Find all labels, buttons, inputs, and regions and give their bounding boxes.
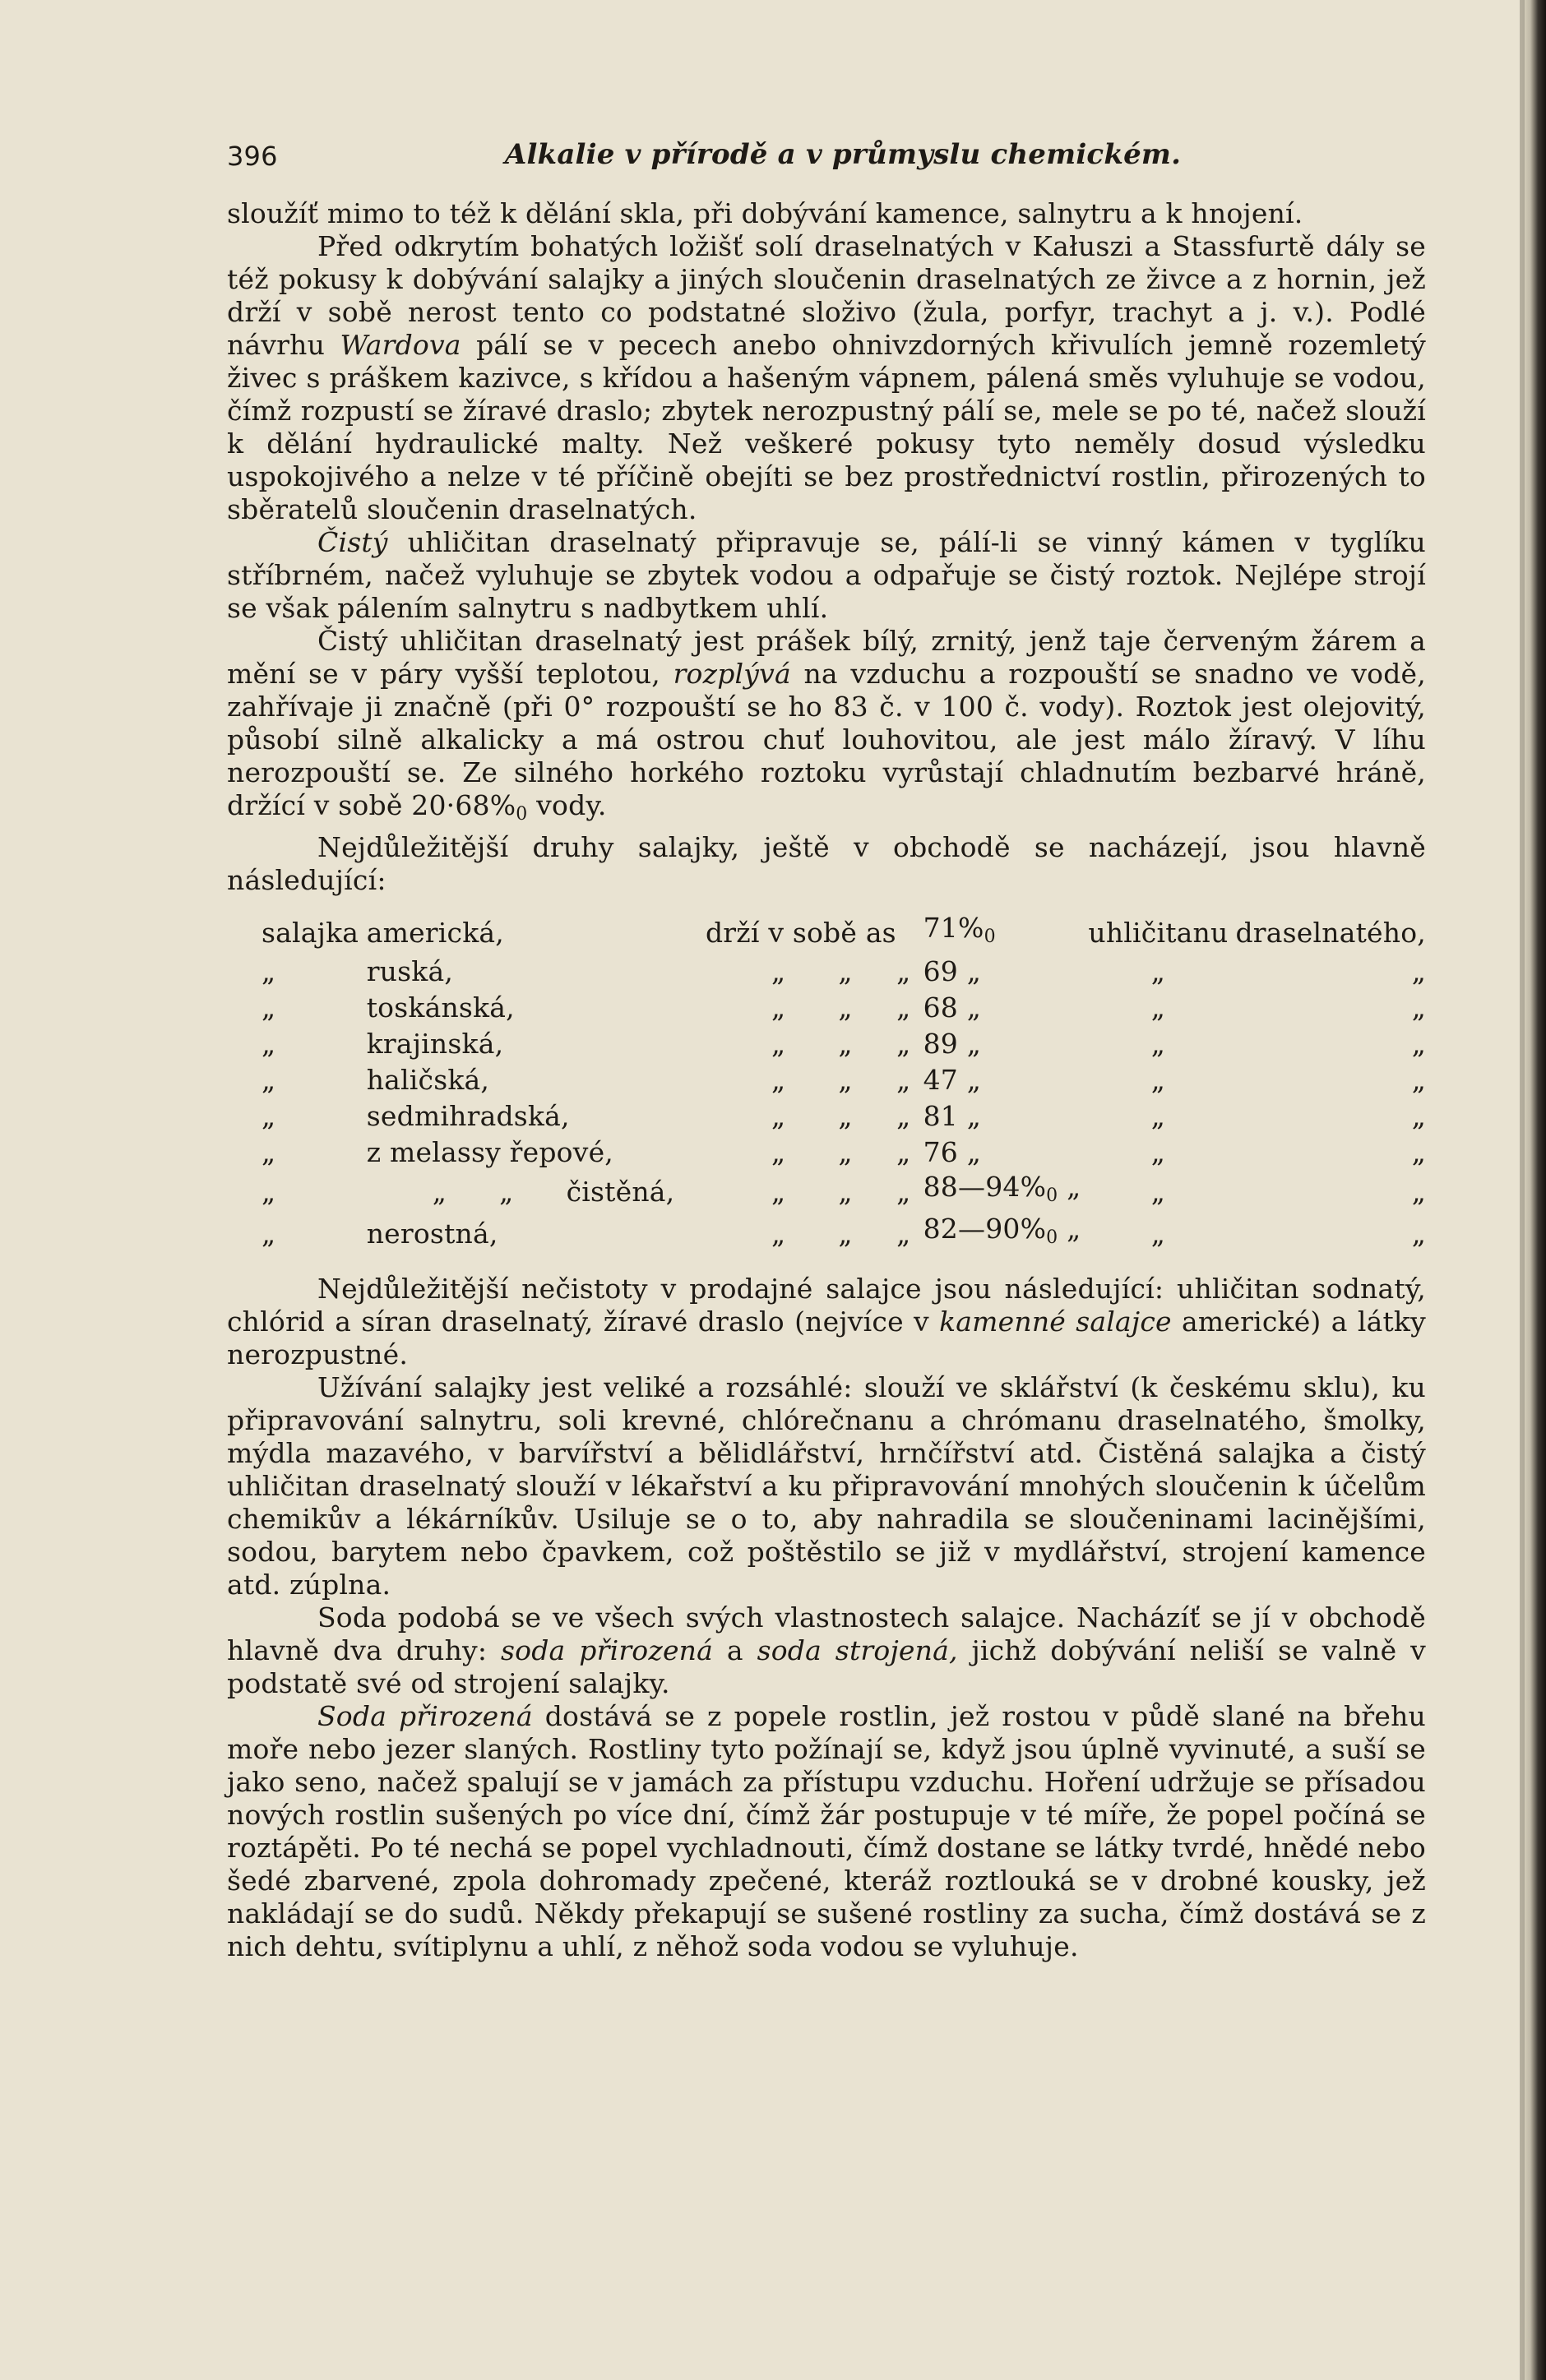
salajka-kind: ruská, bbox=[366, 955, 454, 987]
percent-number: 47 bbox=[923, 1064, 959, 1096]
ditto-mark: „ bbox=[896, 955, 911, 987]
ditto-mark: „ bbox=[896, 1064, 911, 1096]
table-row bbox=[262, 954, 1426, 990]
contains-phrase bbox=[706, 990, 923, 1026]
contains-phrase bbox=[706, 1026, 923, 1062]
ditto-mark: „ bbox=[1150, 991, 1166, 1024]
percent-value bbox=[923, 1171, 1081, 1213]
ditto-mark: „ bbox=[1411, 1028, 1426, 1060]
ditto-mark: „ bbox=[966, 1100, 982, 1132]
ditto-mark: „ bbox=[771, 955, 786, 987]
ditto-mark: „ bbox=[1150, 1175, 1166, 1208]
ditto-mark: „ bbox=[966, 1028, 982, 1060]
ditto-mark: „ bbox=[1067, 1171, 1081, 1203]
contains-phrase bbox=[706, 1171, 923, 1213]
paragraph-2-text-b: pálí se v pecech anebo ohnivzdorných křivulích jemně rozemletý živec s práškem kazivce, s křídou a hašeným vápnem, pálená směs vyluhuje se vodou, čímž rozpustí se žíravé draslo; zbytek nerozpustný pálí se, mele se po té, načež slouží k dělání hydraulické malty. Než veškeré pokusy tyto neměly dosud výsledku uspokojivého a nelze v té příčině obejíti se bez prostřednictví rostlin, přirozených to sběratelů sloučenin draselnatých. bbox=[227, 329, 1426, 525]
paragraph-2 bbox=[227, 230, 1426, 526]
paragraph-8-text-b: jichž dobývání neliší se valně v podstatě své od strojení salajky. bbox=[227, 1634, 1426, 1699]
percent-value bbox=[923, 1062, 1081, 1098]
ditto-mark: „ bbox=[966, 955, 982, 987]
paragraph-9 bbox=[227, 1700, 1426, 1963]
salajka-kind: toskánská, bbox=[366, 991, 515, 1024]
paragraph-5: Nejdůležitější druhy salajky, ještě v obchodě se nacházejí, jsou hlavně následující: bbox=[227, 831, 1426, 896]
emphasis-rozplyva: rozplývá bbox=[673, 658, 791, 690]
ditto-mark: „ bbox=[1411, 1136, 1426, 1168]
salajka-kind bbox=[367, 1171, 706, 1213]
ditto-mark: „ bbox=[966, 1136, 982, 1168]
percent-number: 68 bbox=[923, 991, 959, 1024]
ditto-mark: „ bbox=[1150, 955, 1166, 987]
contains-phrase bbox=[706, 1135, 923, 1171]
ditto-mark: „ bbox=[432, 1175, 447, 1208]
ditto-mark: „ bbox=[771, 1217, 786, 1250]
contains-phrase bbox=[706, 1062, 923, 1098]
draselnateho: draselnatého, bbox=[1235, 916, 1426, 949]
percent-value bbox=[923, 990, 1081, 1026]
ditto-mark: „ bbox=[262, 991, 276, 1024]
percent-subscript: 0 bbox=[516, 804, 528, 825]
paragraph-1: sloužíť mimo to též k dělání skla, při dobývání kamence, salnytru a k hnojení. bbox=[227, 197, 1303, 229]
paragraph-3-text: uhličitan draselnatý připravuje se, pálí-li se vinný kámen v tyglíku stříbrném, načež vyluhuje se zbytek vodou a odpařuje se čistý roztok. Nejlépe strojí se však pálením salnytru s nadbytkem uhlí. bbox=[227, 526, 1426, 624]
ditto-mark: „ bbox=[1411, 1064, 1426, 1096]
v-sobe: v sobě bbox=[768, 916, 858, 949]
ditto-mark: „ bbox=[966, 1064, 982, 1096]
ditto-mark: „ bbox=[771, 1028, 786, 1060]
ditto-mark: „ bbox=[896, 1136, 911, 1168]
paragraph-6 bbox=[227, 1273, 1426, 1371]
table-row bbox=[262, 990, 1426, 1026]
paragraph-8-text-a: Soda podobá se ve všech svých vlastnostech salajce. Nacházíť se jí v obchodě hlavně dva druhy: bbox=[227, 1601, 1426, 1666]
ditto-mark: „ bbox=[896, 1175, 911, 1208]
salajka-kind: americká, bbox=[366, 916, 504, 949]
salajka-kind: haličská, bbox=[366, 1064, 490, 1096]
running-header bbox=[227, 138, 1426, 181]
ditto-mark: „ bbox=[262, 1175, 276, 1208]
salajka-types-table bbox=[262, 912, 1426, 1255]
ditto-mark: „ bbox=[771, 991, 786, 1024]
ditto-mark: „ bbox=[1150, 1064, 1166, 1096]
emphasis-soda-strojena: soda strojená, bbox=[757, 1634, 958, 1666]
ditto-mark: „ bbox=[262, 955, 276, 987]
percent-number: 89 bbox=[923, 1028, 959, 1060]
ditto-mark: „ bbox=[262, 1028, 276, 1060]
name-wardova: Wardova bbox=[340, 329, 461, 361]
paragraph-6-text-a: Nejdůležitější nečistoty v prodajné salajce jsou následující: uhličitan sodnatý, chlórid a síran draselnatý, žíravé draslo (nejvíce v bbox=[227, 1273, 1426, 1338]
paragraph-4 bbox=[227, 625, 1426, 831]
ditto-mark: „ bbox=[262, 1136, 276, 1168]
paragraph-8-conj: a bbox=[726, 1634, 743, 1666]
salajka-label: salajka bbox=[262, 916, 359, 949]
book-page bbox=[227, 138, 1426, 1963]
ditto-mark: „ bbox=[1411, 991, 1426, 1024]
percent-number: 76 bbox=[923, 1136, 959, 1168]
ditto-mark: „ bbox=[966, 991, 982, 1024]
contains-phrase bbox=[706, 912, 923, 954]
uhlicitanu: uhličitanu bbox=[1088, 916, 1229, 949]
percent-value bbox=[923, 954, 1081, 990]
percent-value bbox=[923, 912, 1081, 954]
ditto-mark: „ bbox=[262, 1100, 276, 1132]
salajka-kind: krajinská, bbox=[366, 1028, 504, 1060]
running-title: Alkalie v přírodě a v průmyslu chemickém. bbox=[504, 138, 1182, 171]
salajka-kind: nerostná, bbox=[366, 1217, 498, 1250]
percent-number: 71% bbox=[923, 912, 984, 944]
paragraph-3 bbox=[227, 526, 1426, 625]
ditto-mark: „ bbox=[771, 1100, 786, 1132]
contains-phrase bbox=[706, 1213, 923, 1255]
emphasis-cisty: Čistý bbox=[317, 526, 388, 558]
ditto-mark: „ bbox=[1067, 1213, 1081, 1245]
ditto-mark: „ bbox=[1411, 1175, 1426, 1208]
paragraph-6-text-b: americké) a látky nerozpustné. bbox=[227, 1306, 1426, 1370]
salajka-kind: sedmihradská, bbox=[366, 1100, 570, 1132]
ditto-mark: „ bbox=[499, 1175, 514, 1208]
salajka-kind: z melassy řepové, bbox=[366, 1136, 613, 1168]
ditto-mark: „ bbox=[771, 1175, 786, 1208]
paragraph-4-text-c: vody. bbox=[527, 789, 607, 821]
ditto-mark: „ bbox=[838, 955, 853, 987]
percent-subscript: 0 bbox=[1046, 1185, 1058, 1206]
contains-phrase bbox=[706, 954, 923, 990]
table-row bbox=[262, 1213, 1426, 1255]
salajka-kind: čistěná, bbox=[566, 1175, 675, 1208]
ditto-mark: „ bbox=[896, 991, 911, 1024]
ditto-mark: „ bbox=[838, 1028, 853, 1060]
page-number: 396 bbox=[227, 141, 278, 172]
ditto-mark: „ bbox=[1411, 1100, 1426, 1132]
percent-value bbox=[923, 1098, 1081, 1135]
paragraph-4-text-a: Čistý uhličitan draselnatý jest prášek bílý, zrnitý, jenž taje červeným žárem a mění se v páry vyšší teplotou, bbox=[227, 625, 1426, 690]
ditto-mark: „ bbox=[1150, 1217, 1166, 1250]
ditto-mark: „ bbox=[838, 1064, 853, 1096]
paragraph-4-text-b: na vzduchu a rozpouští se snadno ve vodě, zahřívaje ji značně (při 0° rozpouští se ho 83 č. v 100 č. vody). Roztok jest olejovitý, působí silně alkalicky a má ostrou chuť louhovitou, ale jest málo žíravý. V líhu nerozpouští se. Ze silného horkého roztoku vyrůstají chladnutím bezbarvé hráně, držící v sobě 20·68% bbox=[227, 658, 1426, 821]
ditto-mark: „ bbox=[896, 1028, 911, 1060]
percent-value bbox=[923, 1135, 1081, 1171]
emphasis-kamenne-salajce: kamenné salajce bbox=[939, 1306, 1172, 1338]
paragraph-9-text: dostává se z popele rostlin, jež rostou v půdě slané na břehu moře nebo jezer slaných. Rostliny tyto požínají se, když jsou úplně vyvinuté, a suší se jako seno, načež spalují se v jamách za přístupu vzduchu. Hoření udržuje se přísadou nových rostlin sušených po více dní, čímž žár postupuje v té míře, že popel počíná se roztápěti. Po té nechá se popel vychladnouti, čímž dostane se látky tvrdé, hnědé nebo šedé zbarvené, zpola dohromady zpečené, kteráž roztlouká se v drobné kousky, jež nakládají se do sudů. Někdy překapují se sušené rostliny za sucha, čímž dostává se z nich dehtu, svítiplynu a uhlí, z něhož soda vodou se vyluhuje. bbox=[227, 1700, 1426, 1962]
ditto-mark: „ bbox=[1150, 1028, 1166, 1060]
percent-number: 69 bbox=[923, 955, 959, 987]
ditto-mark: „ bbox=[838, 991, 853, 1024]
table-row bbox=[262, 1135, 1426, 1171]
ditto-mark: „ bbox=[838, 1100, 853, 1132]
percent-number: 81 bbox=[923, 1100, 959, 1132]
ditto-mark: „ bbox=[838, 1175, 853, 1208]
paragraph-7: Užívání salajky jest veliké a rozsáhlé: slouží ve sklářství (k českému sklu), ku připravování salnytru, soli krevné, chlórečnanu a chrómanu draselnatého, šmolky, mýdla mazavého, v barvířství a bělidlářství, hrnčířství atd. Čistěná salajka a čistý uhličitan draselnatý slouží v lékařství a ku připravování mnohých sloučenin k účelům chemikův a lékárníkův. Usiluje se o to, aby nahradila se sloučeninami lacinějšími, sodou, barytem nebo čpavkem, což poštěstilo se již v mydlářství, strojení kamence atd. zúplna. bbox=[227, 1371, 1426, 1601]
contains-phrase bbox=[706, 1098, 923, 1135]
ditto-mark: „ bbox=[771, 1136, 786, 1168]
ditto-mark: „ bbox=[262, 1217, 276, 1250]
emphasis-soda-prirozena: soda přirozená bbox=[501, 1634, 714, 1666]
as: as bbox=[865, 916, 896, 949]
ditto-mark: „ bbox=[1150, 1136, 1166, 1168]
emphasis-soda-prirozena-2: Soda přirozená bbox=[317, 1700, 533, 1732]
table-row bbox=[262, 1098, 1426, 1135]
table-row bbox=[262, 1026, 1426, 1062]
table-row bbox=[262, 1062, 1426, 1098]
table-row bbox=[262, 912, 1426, 954]
paragraph-2-text: Před odkrytím bohatých ložišť solí draselnatých v Kałuszi a Stassfurtě dály se též pokusy k dobývání salajky a jiných sloučenin draselnatých ze živce a z hornin, jež drží v sobě nerost tento co podstatné složivo (žula, porfyr, trachyt a j. v.). Podlé návrhu bbox=[227, 230, 1426, 361]
percent-subscript: 0 bbox=[1046, 1227, 1058, 1248]
ditto-mark: „ bbox=[896, 1100, 911, 1132]
ditto-mark: „ bbox=[838, 1217, 853, 1250]
ditto-mark: „ bbox=[1411, 955, 1426, 987]
percent-number: 88—94% bbox=[923, 1171, 1047, 1203]
book-edge-line bbox=[1520, 0, 1525, 2380]
ditto-mark: „ bbox=[771, 1064, 786, 1096]
ditto-mark: „ bbox=[1411, 1217, 1426, 1250]
verb: drží bbox=[705, 916, 760, 949]
table-row bbox=[262, 1171, 1426, 1213]
percent-number: 82—90% bbox=[923, 1213, 1047, 1245]
ditto-mark: „ bbox=[1150, 1100, 1166, 1132]
percent-value bbox=[923, 1213, 1081, 1255]
ditto-mark: „ bbox=[262, 1064, 276, 1096]
ditto-mark: „ bbox=[838, 1136, 853, 1168]
percent-value bbox=[923, 1026, 1081, 1062]
paragraph-8 bbox=[227, 1601, 1426, 1700]
ditto-mark: „ bbox=[896, 1217, 911, 1250]
percent-subscript: 0 bbox=[984, 927, 996, 947]
